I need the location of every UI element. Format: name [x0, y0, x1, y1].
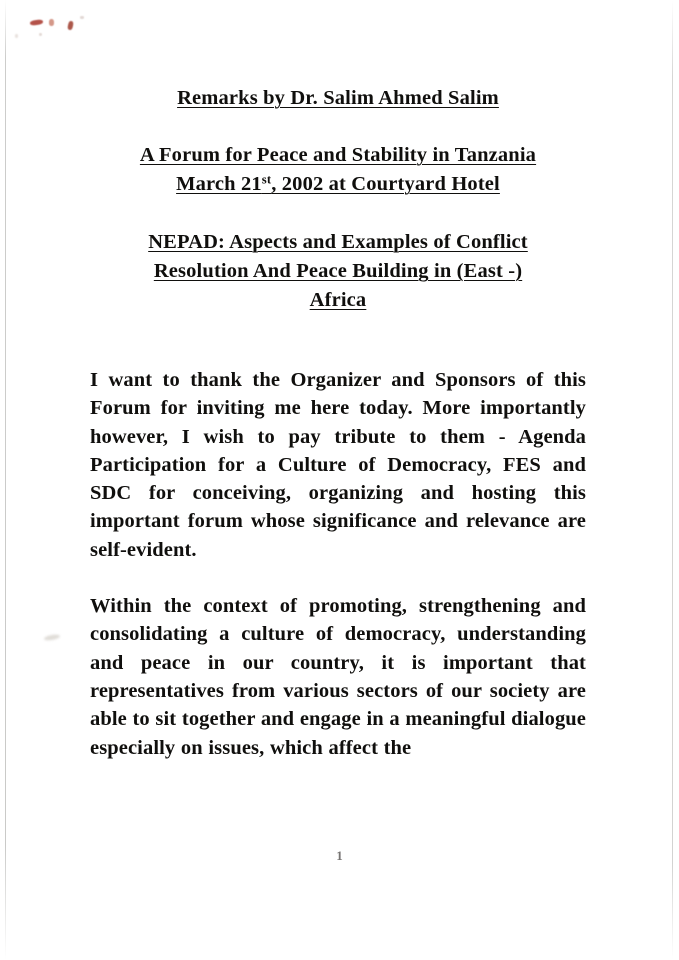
heading-block	[90, 84, 586, 314]
subject-heading-line-3-text: Africa	[309, 289, 367, 311]
forum-heading	[90, 141, 586, 169]
ink-speck-icon	[49, 19, 54, 26]
event-date-day: March 21	[176, 173, 262, 195]
event-date-ordinal-suffix: st	[261, 172, 272, 187]
scan-edge-left	[5, 0, 6, 960]
ink-speck-icon	[15, 34, 18, 38]
document-title-text: Remarks by Dr. Salim Ahmed Salim	[177, 87, 499, 109]
event-date-text	[176, 173, 500, 195]
subject-heading-line-3	[90, 286, 586, 314]
event-date-heading	[90, 170, 586, 198]
scan-edge-right	[672, 0, 673, 960]
forum-heading-text: A Forum for Peace and Stability in Tanzania	[139, 144, 537, 166]
body-paragraph: I want to thank the Organizer and Sponsors of this Forum for inviting me here today. More importantly however, I wish to pay tribute to them - Agenda Participation for a Culture of Democracy, FES and SDC for conceiving, organizing and hosting this important forum whose significance and relevance are self-evident.	[90, 369, 586, 561]
document-title	[90, 84, 586, 112]
body-paragraph: Within the context of promoting, strengthening and consolidating a culture of democracy, understanding and peace in our country, it is important that representatives from various sectors of our society are able to sit together and engage in a meaningful dialogue especially on issues, which affect the	[90, 595, 586, 759]
page-number: 1	[336, 848, 343, 863]
subject-heading-line-1-text: NEPAD: Aspects and Examples of Conflict	[148, 231, 528, 253]
document-body	[90, 0, 586, 782]
event-date-rest: , 2002 at Courtyard Hotel	[271, 173, 500, 195]
ink-speck-icon	[80, 16, 84, 19]
ink-speck-icon	[39, 33, 42, 36]
subject-heading-line-2-text: Resolution And Peace Building in (East -)	[153, 260, 523, 282]
ink-speck-icon	[30, 19, 44, 26]
scan-smudge	[44, 634, 61, 642]
ink-speck-icon	[67, 21, 74, 31]
subject-heading-line-1	[90, 228, 586, 256]
subject-heading-line-2	[90, 257, 586, 285]
